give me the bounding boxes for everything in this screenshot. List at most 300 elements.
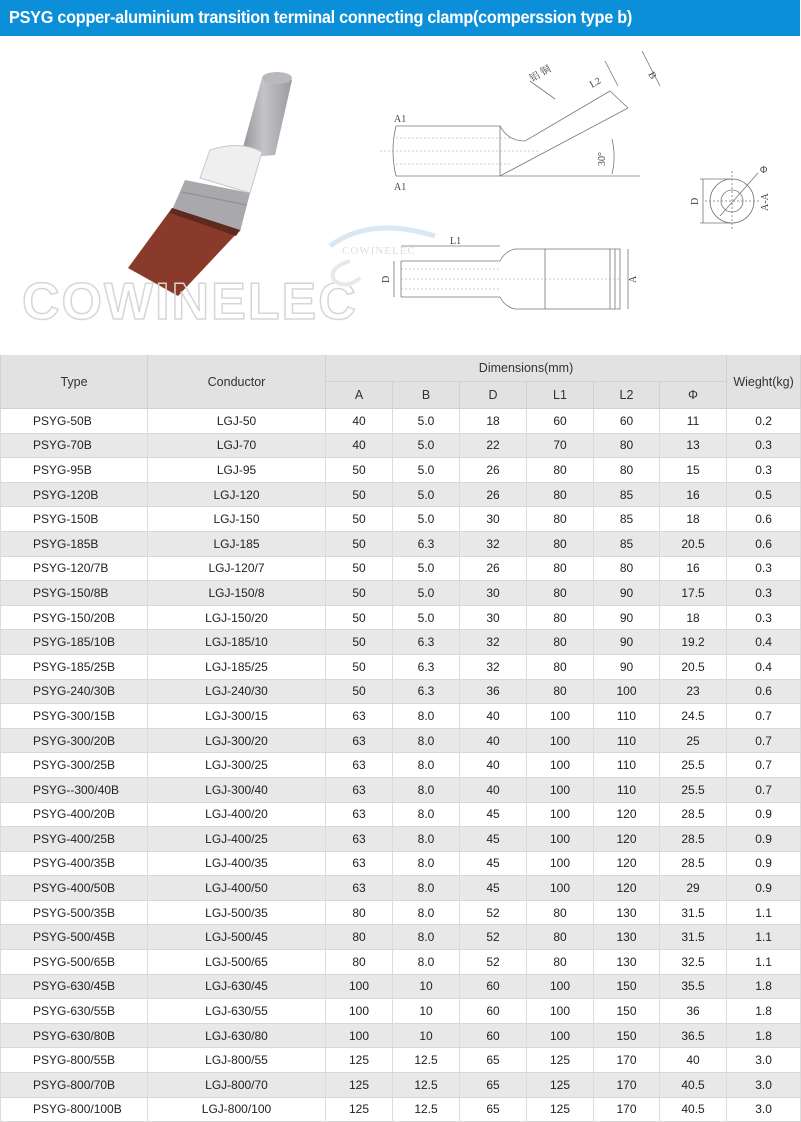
spec-table-body [1, 409, 801, 1122]
cell-a: 50 [326, 679, 393, 704]
cell-weight: 0.6 [727, 531, 801, 556]
cell-type: PSYG-400/35B [1, 851, 148, 876]
cell-a: 100 [326, 999, 393, 1024]
cell-b: 8.0 [393, 851, 460, 876]
cell-a: 63 [326, 876, 393, 901]
cell-weight: 0.6 [727, 507, 801, 532]
cell-weight: 0.4 [727, 654, 801, 679]
cell-a: 50 [326, 531, 393, 556]
cell-type: PSYG-630/80B [1, 1023, 148, 1048]
cell-weight: 1.8 [727, 974, 801, 999]
cell-b: 5.0 [393, 507, 460, 532]
table-row [1, 679, 801, 704]
cell-phi: 40.5 [660, 1097, 727, 1122]
cell-d: 65 [460, 1073, 527, 1098]
table-row [1, 458, 801, 483]
cell-weight: 0.3 [727, 556, 801, 581]
cell-weight: 0.6 [727, 679, 801, 704]
table-row [1, 728, 801, 753]
cell-phi: 15 [660, 458, 727, 483]
cell-conductor: LGJ-400/25 [148, 827, 326, 852]
cell-l1: 80 [527, 925, 594, 950]
cell-l2: 130 [594, 925, 660, 950]
cell-phi: 20.5 [660, 654, 727, 679]
cell-d: 52 [460, 900, 527, 925]
cell-a: 125 [326, 1097, 393, 1122]
cell-conductor: LGJ-300/15 [148, 704, 326, 729]
title-bar [0, 0, 800, 36]
cell-l1: 80 [527, 900, 594, 925]
cell-l1: 80 [527, 482, 594, 507]
cell-l2: 120 [594, 876, 660, 901]
table-row [1, 999, 801, 1024]
table-row [1, 630, 801, 655]
cell-l2: 90 [594, 581, 660, 606]
cell-l2: 120 [594, 851, 660, 876]
cell-weight: 3.0 [727, 1073, 801, 1098]
cell-d: 45 [460, 851, 527, 876]
cell-conductor: LGJ-95 [148, 458, 326, 483]
cell-b: 10 [393, 1023, 460, 1048]
cell-weight: 0.9 [727, 802, 801, 827]
cell-type: PSYG-500/65B [1, 950, 148, 975]
cell-l2: 120 [594, 827, 660, 852]
cell-weight: 0.3 [727, 581, 801, 606]
cell-type: PSYG-300/25B [1, 753, 148, 778]
cell-type: PSYG-150/20B [1, 605, 148, 630]
cell-b: 5.0 [393, 556, 460, 581]
cell-conductor: LGJ-630/55 [148, 999, 326, 1024]
cell-phi: 28.5 [660, 827, 727, 852]
cell-phi: 31.5 [660, 900, 727, 925]
cell-d: 40 [460, 753, 527, 778]
cell-l2: 110 [594, 753, 660, 778]
cell-l1: 100 [527, 999, 594, 1024]
cell-weight: 0.3 [727, 458, 801, 483]
label-b: B [645, 70, 659, 82]
cell-b: 8.0 [393, 876, 460, 901]
cell-d: 40 [460, 728, 527, 753]
cell-a: 80 [326, 950, 393, 975]
cell-b: 12.5 [393, 1073, 460, 1098]
cell-phi: 13 [660, 433, 727, 458]
cell-l1: 80 [527, 950, 594, 975]
table-row [1, 1073, 801, 1098]
cell-phi: 35.5 [660, 974, 727, 999]
table-row [1, 1023, 801, 1048]
cell-phi: 20.5 [660, 531, 727, 556]
cell-b: 8.0 [393, 704, 460, 729]
label-a1-bottom: A1 [394, 182, 407, 193]
cell-a: 100 [326, 974, 393, 999]
cell-weight: 1.1 [727, 950, 801, 975]
header-conductor: Conductor [148, 355, 326, 409]
header-dimensions: Dimensions(mm) [326, 355, 727, 382]
cell-type: PSYG-185/10B [1, 630, 148, 655]
cell-conductor: LGJ-185/10 [148, 630, 326, 655]
cell-a: 50 [326, 556, 393, 581]
cell-weight: 1.8 [727, 1023, 801, 1048]
cell-l1: 80 [527, 531, 594, 556]
cell-l2: 170 [594, 1097, 660, 1122]
table-row [1, 974, 801, 999]
cell-conductor: LGJ-300/20 [148, 728, 326, 753]
cell-conductor: LGJ-120/7 [148, 556, 326, 581]
cell-l2: 130 [594, 950, 660, 975]
cell-a: 50 [326, 458, 393, 483]
page-title: PSYG copper-aluminium transition terminal connecting clamp(comperssion type b) [9, 7, 633, 27]
cell-conductor: LGJ-185 [148, 531, 326, 556]
cell-a: 50 [326, 581, 393, 606]
cell-l2: 110 [594, 728, 660, 753]
cell-b: 6.3 [393, 679, 460, 704]
cell-a: 50 [326, 654, 393, 679]
cell-d: 22 [460, 433, 527, 458]
cell-conductor: LGJ-70 [148, 433, 326, 458]
table-row [1, 409, 801, 434]
cell-conductor: LGJ-500/45 [148, 925, 326, 950]
table-row [1, 556, 801, 581]
side-view-drawing [380, 46, 660, 196]
cell-phi: 16 [660, 556, 727, 581]
logo-text: COWINELEC [342, 245, 416, 257]
cell-conductor: LGJ-630/45 [148, 974, 326, 999]
cell-phi: 31.5 [660, 925, 727, 950]
cell-l1: 70 [527, 433, 594, 458]
cell-b: 5.0 [393, 433, 460, 458]
label-l2: L2 [588, 75, 604, 91]
table-row [1, 482, 801, 507]
cell-type: PSYG-50B [1, 409, 148, 434]
cell-conductor: LGJ-300/40 [148, 777, 326, 802]
table-row [1, 581, 801, 606]
cell-l2: 80 [594, 433, 660, 458]
label-a1-top: A1 [394, 114, 407, 125]
cell-weight: 0.4 [727, 630, 801, 655]
cell-d: 52 [460, 925, 527, 950]
cell-a: 63 [326, 704, 393, 729]
cell-a: 63 [326, 777, 393, 802]
cell-d: 32 [460, 531, 527, 556]
cell-d: 30 [460, 605, 527, 630]
cell-l2: 130 [594, 900, 660, 925]
cell-conductor: LGJ-185/25 [148, 654, 326, 679]
cell-b: 6.3 [393, 654, 460, 679]
cell-l2: 90 [594, 630, 660, 655]
cell-d: 32 [460, 630, 527, 655]
cell-l2: 170 [594, 1048, 660, 1073]
cell-d: 40 [460, 704, 527, 729]
cell-phi: 28.5 [660, 802, 727, 827]
cell-conductor: LGJ-400/35 [148, 851, 326, 876]
cell-l2: 150 [594, 1023, 660, 1048]
cell-conductor: LGJ-500/65 [148, 950, 326, 975]
header-type: Type [1, 355, 148, 409]
cell-d: 36 [460, 679, 527, 704]
cell-type: PSYG-400/20B [1, 802, 148, 827]
cell-a: 40 [326, 409, 393, 434]
cell-type: PSYG-300/15B [1, 704, 148, 729]
top-view-drawing [381, 236, 650, 321]
cell-b: 10 [393, 974, 460, 999]
label-d-section: D [690, 197, 701, 205]
cell-l2: 85 [594, 507, 660, 532]
cell-phi: 28.5 [660, 851, 727, 876]
cell-a: 80 [326, 925, 393, 950]
cell-phi: 18 [660, 605, 727, 630]
header-a: A [326, 382, 393, 409]
cell-weight: 0.9 [727, 876, 801, 901]
label-phi: Φ [760, 165, 768, 176]
cell-l2: 80 [594, 458, 660, 483]
cell-l2: 60 [594, 409, 660, 434]
cell-conductor: LGJ-120 [148, 482, 326, 507]
cell-d: 45 [460, 802, 527, 827]
spec-table [0, 355, 801, 1122]
cell-conductor: LGJ-800/100 [148, 1097, 326, 1122]
cell-l1: 100 [527, 876, 594, 901]
cell-b: 8.0 [393, 728, 460, 753]
cell-l1: 100 [527, 851, 594, 876]
cell-a: 40 [326, 433, 393, 458]
header-weight: Wieght(kg) [727, 355, 801, 409]
cell-phi: 17.5 [660, 581, 727, 606]
watermark-text: COWINELEC [22, 273, 358, 331]
table-row [1, 433, 801, 458]
cell-d: 52 [460, 950, 527, 975]
cell-weight: 0.3 [727, 605, 801, 630]
cell-weight: 1.1 [727, 900, 801, 925]
cell-conductor: LGJ-300/25 [148, 753, 326, 778]
cell-conductor: LGJ-630/80 [148, 1023, 326, 1048]
cell-b: 8.0 [393, 802, 460, 827]
table-row [1, 704, 801, 729]
cell-l1: 125 [527, 1048, 594, 1073]
cell-type: PSYG-630/45B [1, 974, 148, 999]
cell-type: PSYG-800/55B [1, 1048, 148, 1073]
cell-conductor: LGJ-400/20 [148, 802, 326, 827]
table-row [1, 900, 801, 925]
cell-l2: 85 [594, 531, 660, 556]
cell-type: PSYG-800/70B [1, 1073, 148, 1098]
cell-type: PSYG-500/35B [1, 900, 148, 925]
aluminium-barrel [240, 72, 292, 158]
cell-l2: 85 [594, 482, 660, 507]
cell-l2: 90 [594, 654, 660, 679]
cell-conductor: LGJ-400/50 [148, 876, 326, 901]
cell-weight: 0.7 [727, 728, 801, 753]
header-d: D [460, 382, 527, 409]
cell-l2: 100 [594, 679, 660, 704]
cell-d: 26 [460, 482, 527, 507]
cell-weight: 0.5 [727, 482, 801, 507]
cell-l2: 120 [594, 802, 660, 827]
label-angle: 30° [597, 152, 608, 166]
cell-l1: 80 [527, 581, 594, 606]
cell-l1: 100 [527, 802, 594, 827]
label-l1: L1 [450, 236, 462, 247]
cell-phi: 25 [660, 728, 727, 753]
cell-l1: 100 [527, 753, 594, 778]
cell-l1: 80 [527, 630, 594, 655]
cell-a: 63 [326, 802, 393, 827]
cell-weight: 0.7 [727, 704, 801, 729]
cell-type: PSYG-70B [1, 433, 148, 458]
cell-a: 63 [326, 851, 393, 876]
cell-l2: 150 [594, 974, 660, 999]
cell-a: 50 [326, 507, 393, 532]
cell-d: 18 [460, 409, 527, 434]
cell-d: 30 [460, 581, 527, 606]
cell-weight: 0.2 [727, 409, 801, 434]
cell-type: PSYG-300/20B [1, 728, 148, 753]
cell-type: PSYG-185B [1, 531, 148, 556]
cell-type: PSYG-185/25B [1, 654, 148, 679]
cell-l1: 100 [527, 1023, 594, 1048]
cell-l2: 80 [594, 556, 660, 581]
cell-a: 63 [326, 753, 393, 778]
label-material: 铝 铜 [528, 63, 553, 85]
cell-type: PSYG-95B [1, 458, 148, 483]
table-row [1, 531, 801, 556]
table-row [1, 507, 801, 532]
cell-b: 8.0 [393, 827, 460, 852]
cell-phi: 23 [660, 679, 727, 704]
cell-b: 6.3 [393, 531, 460, 556]
cell-l1: 80 [527, 654, 594, 679]
table-row [1, 827, 801, 852]
cell-b: 8.0 [393, 777, 460, 802]
cell-d: 26 [460, 556, 527, 581]
cell-a: 50 [326, 482, 393, 507]
cell-weight: 0.3 [727, 433, 801, 458]
cell-l1: 80 [527, 556, 594, 581]
cross-section-drawing [690, 161, 780, 236]
table-row [1, 1097, 801, 1122]
cell-l2: 170 [594, 1073, 660, 1098]
cell-l1: 80 [527, 458, 594, 483]
cell-d: 32 [460, 654, 527, 679]
cell-conductor: LGJ-150 [148, 507, 326, 532]
cell-d: 40 [460, 777, 527, 802]
cell-b: 6.3 [393, 630, 460, 655]
cell-l1: 125 [527, 1097, 594, 1122]
header-l2: L2 [594, 382, 660, 409]
cell-type: PSYG-400/25B [1, 827, 148, 852]
cell-phi: 40 [660, 1048, 727, 1073]
cell-b: 5.0 [393, 605, 460, 630]
cell-type: PSYG-150/8B [1, 581, 148, 606]
cell-d: 60 [460, 974, 527, 999]
table-row [1, 950, 801, 975]
cell-weight: 1.8 [727, 999, 801, 1024]
label-a: A [628, 275, 639, 283]
cell-a: 63 [326, 728, 393, 753]
cell-d: 30 [460, 507, 527, 532]
cell-conductor: LGJ-240/30 [148, 679, 326, 704]
cell-l1: 80 [527, 605, 594, 630]
cell-conductor: LGJ-800/55 [148, 1048, 326, 1073]
cell-weight: 0.7 [727, 777, 801, 802]
cell-l2: 110 [594, 704, 660, 729]
cell-phi: 25.5 [660, 753, 727, 778]
cell-b: 10 [393, 999, 460, 1024]
cell-weight: 0.7 [727, 753, 801, 778]
cell-l2: 90 [594, 605, 660, 630]
table-row [1, 851, 801, 876]
cell-b: 5.0 [393, 482, 460, 507]
cell-a: 50 [326, 630, 393, 655]
cell-d: 65 [460, 1048, 527, 1073]
cell-type: PSYG-800/100B [1, 1097, 148, 1122]
cell-l1: 100 [527, 974, 594, 999]
cell-type: PSYG-120/7B [1, 556, 148, 581]
cell-b: 12.5 [393, 1097, 460, 1122]
table-row [1, 605, 801, 630]
cell-conductor: LGJ-50 [148, 409, 326, 434]
cell-phi: 25.5 [660, 777, 727, 802]
table-row [1, 925, 801, 950]
cell-b: 8.0 [393, 950, 460, 975]
cell-conductor: LGJ-150/20 [148, 605, 326, 630]
header-phi: Φ [660, 382, 727, 409]
cell-phi: 19.2 [660, 630, 727, 655]
cell-d: 26 [460, 458, 527, 483]
cell-l2: 110 [594, 777, 660, 802]
cell-weight: 1.1 [727, 925, 801, 950]
cell-type: PSYG-400/50B [1, 876, 148, 901]
header-l1: L1 [527, 382, 594, 409]
cell-phi: 32.5 [660, 950, 727, 975]
cell-phi: 36 [660, 999, 727, 1024]
cell-d: 45 [460, 827, 527, 852]
cell-type: PSYG-500/45B [1, 925, 148, 950]
cell-phi: 24.5 [660, 704, 727, 729]
cell-l1: 125 [527, 1073, 594, 1098]
cell-l1: 60 [527, 409, 594, 434]
cell-a: 50 [326, 605, 393, 630]
cell-a: 100 [326, 1023, 393, 1048]
cell-d: 65 [460, 1097, 527, 1122]
cell-a: 125 [326, 1073, 393, 1098]
table-row [1, 753, 801, 778]
cell-l1: 80 [527, 679, 594, 704]
cell-type: PSYG-120B [1, 482, 148, 507]
table-row [1, 777, 801, 802]
table-row [1, 1048, 801, 1073]
cell-type: PSYG-150B [1, 507, 148, 532]
cell-type: PSYG-240/30B [1, 679, 148, 704]
cell-phi: 29 [660, 876, 727, 901]
cell-weight: 3.0 [727, 1048, 801, 1073]
cell-conductor: LGJ-500/35 [148, 900, 326, 925]
cell-phi: 40.5 [660, 1073, 727, 1098]
cell-b: 5.0 [393, 409, 460, 434]
cell-d: 60 [460, 999, 527, 1024]
cell-b: 12.5 [393, 1048, 460, 1073]
cell-b: 8.0 [393, 753, 460, 778]
cell-weight: 0.9 [727, 827, 801, 852]
cell-b: 5.0 [393, 581, 460, 606]
cell-conductor: LGJ-150/8 [148, 581, 326, 606]
product-figure [0, 36, 800, 354]
cell-l1: 100 [527, 827, 594, 852]
table-row [1, 654, 801, 679]
header-b: B [393, 382, 460, 409]
label-section-aa: A-A [760, 193, 771, 211]
cell-type: PSYG--300/40B [1, 777, 148, 802]
cell-b: 5.0 [393, 458, 460, 483]
